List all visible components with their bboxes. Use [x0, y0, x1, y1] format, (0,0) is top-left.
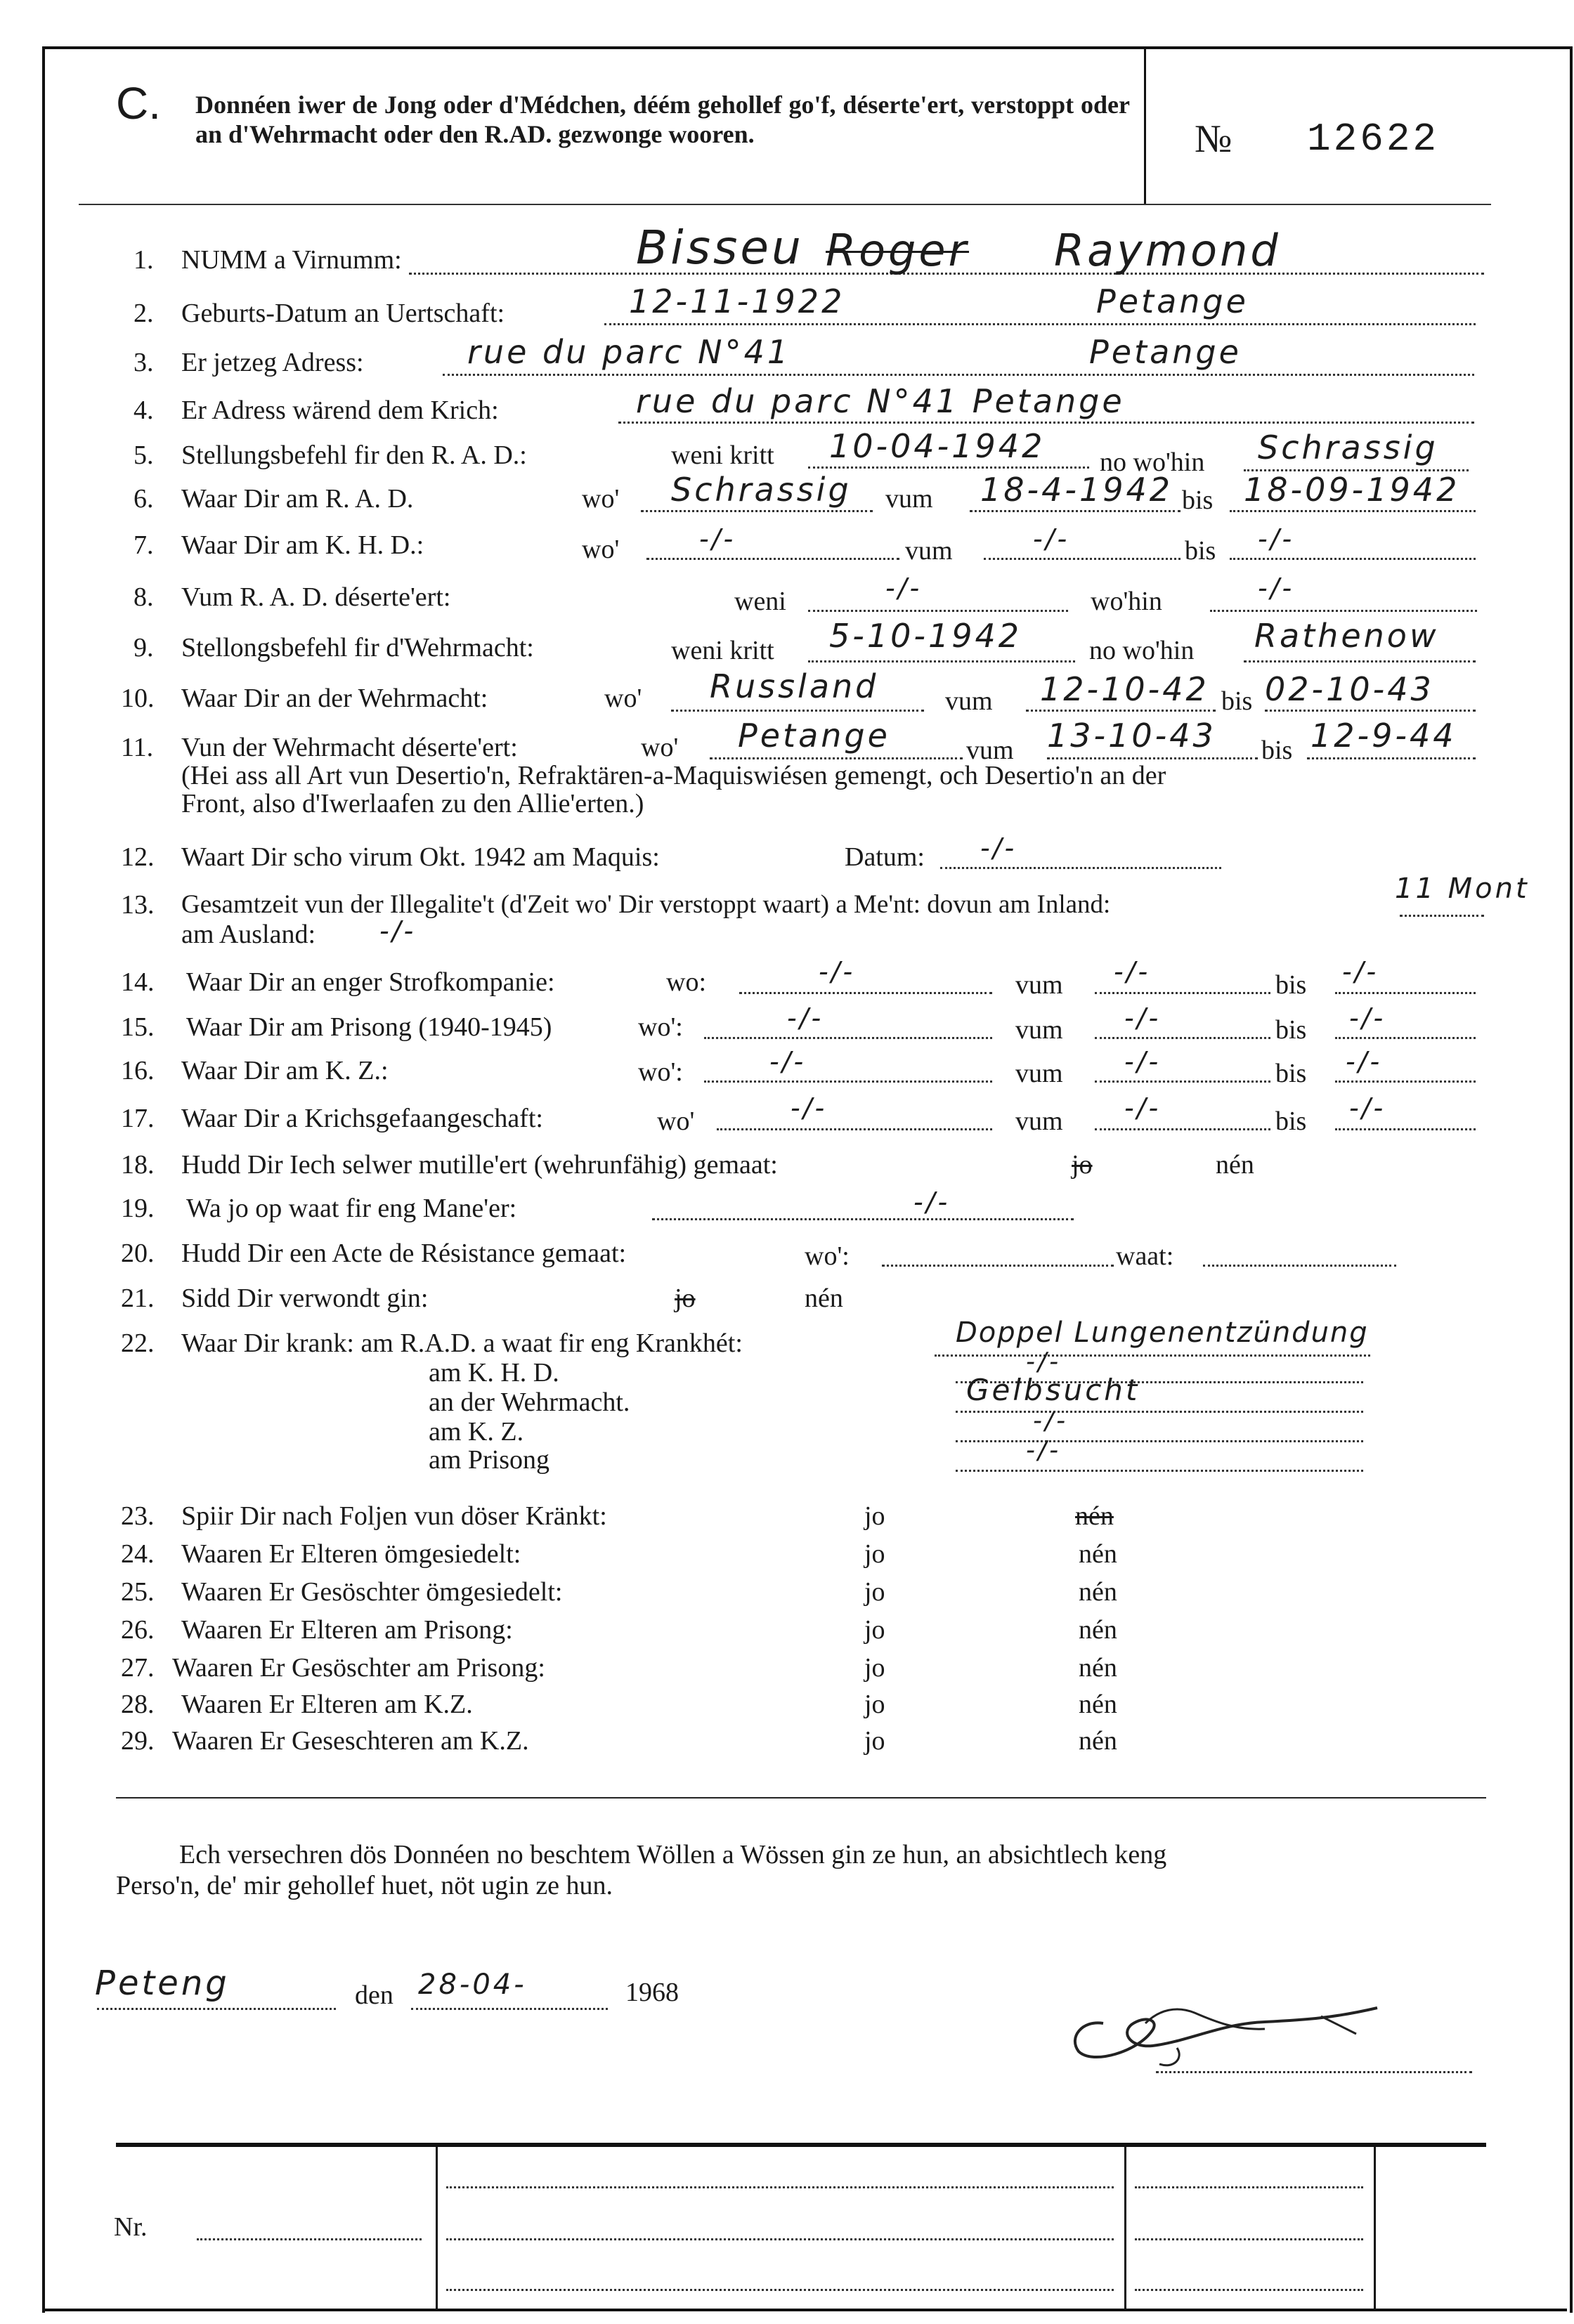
- fill-line: [671, 710, 924, 712]
- option-nen-struck: nén: [1075, 1501, 1114, 1531]
- label-wo: wo:: [666, 967, 706, 997]
- handwritten-wehrmacht-from: 12-10-42: [1040, 670, 1209, 708]
- option-jo: jo: [864, 1577, 885, 1607]
- fill-line: [1095, 1037, 1270, 1039]
- field-label-rad-desert: Vum R. A. D. déserte'ert:: [181, 582, 451, 612]
- label-wo: wo': [657, 1106, 695, 1136]
- fill-line: [641, 510, 873, 512]
- field-label-wounded: Sidd Dir verwondt gin:: [181, 1284, 429, 1313]
- handwritten-signing-place: Peteng: [95, 1964, 230, 2003]
- handwritten-blank-mark: -/-: [1258, 523, 1295, 554]
- fill-line: [704, 1081, 992, 1083]
- fill-line: [97, 2008, 336, 2010]
- fill-line: [197, 2238, 422, 2240]
- handwritten-blank-mark: -/-: [1342, 956, 1379, 987]
- row-number: 6.: [134, 484, 154, 514]
- header-rule: [79, 204, 1491, 205]
- label-bis: bis: [1275, 1106, 1307, 1136]
- field-label-parents-resettled: Waaren Er Elteren ömgesiedelt:: [181, 1539, 521, 1569]
- fill-line: [652, 1218, 1074, 1220]
- label-wo: wo':: [638, 1012, 683, 1042]
- label-wo: wo':: [805, 1241, 850, 1271]
- handwritten-rad-to: 18-09-1942: [1244, 471, 1460, 509]
- section-divider: [116, 1797, 1486, 1799]
- field-label-name: NUMM a Virnumm:: [181, 245, 402, 275]
- fill-line: [618, 422, 1474, 424]
- row-number: 26.: [121, 1615, 155, 1645]
- field-label-war-address: Er Adress wärend dem Krich:: [181, 396, 499, 425]
- fill-line: [446, 2238, 1114, 2240]
- label-bis: bis: [1261, 736, 1293, 765]
- fill-line: [808, 610, 1068, 612]
- field-label-penal-company: Waar Dir an enger Strofkompanie:: [186, 967, 555, 997]
- label-wo: wo': [582, 535, 620, 564]
- field-label-wehrmacht: Waar Dir an der Wehrmacht:: [181, 684, 488, 713]
- handwritten-blank-mark: -/-: [980, 833, 1017, 863]
- fill-line: [1210, 610, 1477, 612]
- fill-line: [1265, 710, 1476, 712]
- fill-line: [1230, 510, 1476, 512]
- option-nen: nén: [1216, 1150, 1254, 1180]
- row-number: 13.: [121, 890, 155, 920]
- field-label-prison: Waar Dir am Prisong (1940-1945): [186, 1012, 552, 1042]
- row-number: 14.: [121, 967, 155, 997]
- fill-line: [1095, 1128, 1270, 1130]
- label-vum: vum: [1015, 1106, 1063, 1136]
- row-number: 1.: [134, 245, 154, 275]
- field-label-parents-kz: Waaren Er Elteren am K.Z.: [181, 1690, 473, 1719]
- label-bis: bis: [1182, 485, 1214, 515]
- label-vum: vum: [1015, 970, 1063, 1000]
- handwritten-blank-mark: -/-: [1033, 1406, 1069, 1435]
- label-weni-kritt: weni kritt: [671, 440, 774, 470]
- field-label-resistance: Hudd Dir een Acte de Résistance gemaat:: [181, 1239, 627, 1268]
- field-label-maquis: Waart Dir scho virum Okt. 1942 am Maquis:: [181, 842, 660, 872]
- label-wo: wo': [582, 484, 620, 514]
- declaration-line1: Ech versechren dös Donnéen no beschtem Wöllen a Wössen gin ze hun, an absichtlech keng: [179, 1840, 1167, 1869]
- option-nen: nén: [1079, 1615, 1117, 1645]
- label-am-prisong: am Prisong: [429, 1445, 550, 1475]
- field-label-rad: Waar Dir am R. A. D.: [181, 484, 414, 514]
- handwritten-blank-mark: -/-: [1124, 1003, 1162, 1033]
- label-vum: vum: [885, 484, 933, 514]
- row-number: 2.: [134, 299, 154, 328]
- fill-line: [1026, 710, 1216, 712]
- option-jo-struck: jo: [675, 1284, 696, 1313]
- fill-line: [1203, 1265, 1396, 1267]
- handwritten-last-name: Bisseu: [636, 221, 804, 275]
- note-desertion-line2: Front, also d'Iwerlaafen zu den Allie'erten.): [181, 789, 644, 818]
- label-vum: vum: [905, 536, 953, 566]
- row-number: 24.: [121, 1539, 155, 1569]
- handwritten-struck-name: Roger: [826, 225, 970, 276]
- number-symbol: №: [1195, 117, 1232, 161]
- row-number: 5.: [134, 440, 154, 470]
- option-nen: nén: [805, 1284, 843, 1313]
- form-number: 12622: [1307, 117, 1440, 162]
- label-no-wohin: no wo'hin: [1089, 636, 1195, 665]
- row-number: 10.: [121, 684, 155, 713]
- handwritten-desert-to: 12-9-44: [1310, 717, 1457, 755]
- fill-line: [1335, 1081, 1476, 1083]
- label-no-wohin: no wo'hin: [1100, 448, 1205, 477]
- label-bis: bis: [1275, 1015, 1307, 1045]
- handwritten-address: rue du parc N°41: [467, 333, 791, 371]
- row-number: 4.: [134, 396, 154, 425]
- field-label-pow: Waar Dir a Krichsgefaangeschaft:: [181, 1104, 543, 1133]
- fill-line: [411, 2008, 608, 2010]
- handwritten-war-address: rue du parc N°41 Petange: [636, 382, 1125, 420]
- fill-line: [1135, 2238, 1363, 2240]
- fill-line: [646, 558, 899, 560]
- handwritten-address-town: Petange: [1089, 333, 1242, 371]
- fill-line: [882, 1265, 1114, 1267]
- handwritten-rad-from: 18-4-1942: [980, 471, 1173, 509]
- row-number: 18.: [121, 1150, 155, 1180]
- form-border-bottom: [42, 2309, 1567, 2311]
- handwritten-blank-mark: -/-: [819, 956, 856, 987]
- field-label-sick: Waar Dir krank: am R.A.D. a waat fir eng Krankhét:: [181, 1329, 743, 1358]
- option-nen: nén: [1079, 1653, 1117, 1683]
- fill-line: [1095, 1081, 1270, 1083]
- label-weni: weni: [734, 587, 786, 616]
- handwritten-blank-mark: -/-: [791, 1092, 828, 1123]
- label-ausland: am Ausland:: [181, 920, 316, 949]
- fill-line: [1135, 2186, 1363, 2188]
- field-label-rad-order: Stellungsbefehl fir den R. A. D.:: [181, 440, 527, 470]
- row-number: 3.: [134, 348, 154, 377]
- handwritten-rad-order-place: Schrassig: [1258, 429, 1438, 466]
- row-number: 7.: [134, 530, 154, 560]
- label-wo: wo': [604, 684, 642, 713]
- label-an-der-wehrmacht: an der Wehrmacht.: [429, 1388, 630, 1417]
- label-datum: Datum:: [845, 842, 925, 872]
- handwritten-blank-mark: -/-: [1346, 1046, 1383, 1077]
- fill-line: [604, 323, 1476, 325]
- label-wo: wo': [641, 733, 679, 762]
- handwritten-birth-date: 12-11-1922: [629, 282, 845, 320]
- row-number: 9.: [134, 633, 154, 662]
- fill-line: [1335, 992, 1476, 994]
- option-jo: jo: [864, 1539, 885, 1569]
- row-number: 22.: [121, 1329, 155, 1358]
- fill-line: [984, 558, 1180, 560]
- label-bis: bis: [1221, 686, 1253, 716]
- option-nen: nén: [1079, 1539, 1117, 1569]
- fill-line: [970, 510, 1180, 512]
- fill-line: [808, 466, 1089, 469]
- row-number: 12.: [121, 842, 155, 872]
- row-number: 29.: [121, 1726, 155, 1756]
- label-vum: vum: [1015, 1015, 1063, 1045]
- handwritten-desert-from: 13-10-43: [1047, 717, 1216, 755]
- label-wohin: wo'hin: [1091, 587, 1162, 616]
- label-wo: wo':: [638, 1057, 683, 1087]
- fill-line: [935, 1354, 1370, 1357]
- field-label-siblings-prison: Waaren Er Gesöschter am Prisong:: [172, 1653, 545, 1683]
- section-letter: C.: [116, 78, 161, 129]
- row-number: 15.: [121, 1012, 155, 1042]
- option-jo-struck: jo: [1072, 1150, 1093, 1180]
- declaration-line2: Perso'n, de' mir gehollef huet, nöt ugin ze hun.: [116, 1871, 613, 1900]
- fill-line: [717, 1128, 992, 1130]
- row-number: 28.: [121, 1690, 155, 1719]
- row-number: 21.: [121, 1284, 155, 1313]
- handwritten-wehrmacht-place: Russland: [710, 667, 879, 705]
- label-den: den: [355, 1980, 393, 2010]
- handwritten-blank-mark: -/-: [1124, 1092, 1162, 1123]
- handwritten-blank-mark: -/-: [699, 523, 736, 554]
- label-waat: waat:: [1116, 1241, 1174, 1271]
- handwritten-wehrmacht-order-date: 5-10-1942: [829, 617, 1022, 655]
- field-label-how: Wa jo op waat fir eng Mane'er:: [186, 1194, 517, 1223]
- fill-line: [1400, 915, 1484, 917]
- row-number: 25.: [121, 1577, 155, 1607]
- fill-line: [956, 1411, 1363, 1413]
- fill-line: [710, 757, 963, 759]
- handwritten-blank-mark: -/-: [787, 1003, 824, 1033]
- fill-line: [1244, 660, 1476, 662]
- option-nen: nén: [1079, 1577, 1117, 1607]
- footer-column-divider: [1374, 2147, 1376, 2309]
- label-vum: vum: [966, 736, 1014, 765]
- field-label-address: Er jetzeg Adress:: [181, 348, 364, 377]
- label-bis: bis: [1275, 970, 1307, 1000]
- field-label-self-mutilation: Hudd Dir Iech selwer mutille'ert (wehrunfähig) gemaat:: [181, 1150, 778, 1180]
- fill-line: [739, 992, 992, 994]
- fill-line: [446, 2289, 1114, 2291]
- fill-line: [443, 374, 1474, 376]
- signing-year: 1968: [625, 1978, 679, 2007]
- option-nen: nén: [1079, 1690, 1117, 1719]
- handwritten-blank-mark: -/-: [379, 915, 417, 946]
- label-am-khd: am K. H. D.: [429, 1358, 559, 1388]
- field-label-consequences: Spiir Dir nach Foljen vun döser Kränkt:: [181, 1501, 607, 1531]
- header-divider: [1144, 49, 1146, 204]
- footer-rule: [116, 2143, 1486, 2147]
- handwritten-blank-mark: -/-: [1033, 523, 1070, 554]
- fill-line: [1307, 757, 1476, 759]
- fill-line: [956, 1470, 1363, 1472]
- row-number: 23.: [121, 1501, 155, 1531]
- handwritten-rad-order-date: 10-04-1942: [829, 427, 1046, 465]
- handwritten-blank-mark: -/-: [1349, 1092, 1386, 1123]
- fill-line: [1135, 2289, 1363, 2291]
- row-number: 8.: [134, 582, 154, 612]
- option-jo: jo: [864, 1690, 885, 1719]
- label-am-kz: am K. Z.: [429, 1417, 524, 1447]
- handwritten-rad-place: Schrassig: [671, 471, 852, 509]
- row-number: 19.: [121, 1194, 155, 1223]
- field-label-wehrmacht-desert: Vun der Wehrmacht déserte'ert:: [181, 733, 518, 762]
- row-number: 16.: [121, 1056, 155, 1085]
- label-bis: bis: [1275, 1059, 1307, 1088]
- fill-line: [704, 1037, 992, 1039]
- footer-column-divider: [436, 2147, 438, 2309]
- option-jo: jo: [864, 1653, 885, 1683]
- fill-line: [446, 2186, 1114, 2188]
- fill-line: [956, 1440, 1363, 1442]
- handwritten-blank-mark: -/-: [1026, 1436, 1062, 1465]
- handwritten-blank-mark: -/-: [1124, 1046, 1162, 1077]
- handwritten-signing-date: 28-04-: [418, 1969, 527, 2001]
- footer-column-divider: [1124, 2147, 1126, 2309]
- field-label-birth: Geburts-Datum an Uertschaft:: [181, 299, 505, 328]
- field-label-illegality: Gesamtzeit vun der Illegalite't (d'Zeit wo' Dir verstoppt waart) a Me'nt: dovun am Inland:: [181, 890, 1111, 919]
- row-number: 11.: [121, 733, 154, 762]
- handwritten-first-name: Raymond: [1054, 225, 1281, 276]
- field-label-parents-prison: Waaren Er Elteren am Prisong:: [181, 1615, 513, 1645]
- handwritten-illness-rad: Doppel Lungenentzündung: [956, 1317, 1369, 1349]
- fill-line: [1230, 558, 1476, 560]
- field-label-siblings-kz: Waaren Er Geseschteren am K.Z.: [172, 1726, 529, 1756]
- handwritten-wehrmacht-to: 02-10-43: [1265, 670, 1434, 708]
- handwritten-birth-place: Petange: [1096, 282, 1249, 320]
- fill-line: [1335, 1128, 1476, 1130]
- fill-line: [808, 660, 1075, 662]
- handwritten-desert-place: Petange: [738, 717, 890, 755]
- handwritten-blank-mark: -/-: [769, 1046, 807, 1077]
- handwritten-illness-wehrmacht: Gelbsucht: [966, 1373, 1140, 1407]
- row-number: 20.: [121, 1239, 155, 1268]
- label-vum: vum: [945, 686, 993, 716]
- option-jo: jo: [864, 1726, 885, 1756]
- label-bis: bis: [1185, 536, 1216, 566]
- handwritten-blank-mark: -/-: [885, 573, 923, 603]
- fill-line: [940, 867, 1221, 869]
- fill-line: [1047, 757, 1258, 759]
- note-desertion-line1: (Hei ass all Art vun Desertio'n, Refraktären-a-Maquiswiésen gemengt, och Desertio'n an der: [181, 761, 1166, 790]
- handwritten-blank-mark: -/-: [1026, 1347, 1062, 1376]
- handwritten-blank-mark: -/-: [913, 1187, 951, 1218]
- section-heading: Donnéen iwer de Jong oder d'Médchen, déém gehollef go'f, déserte'ert, verstoppt oder an d'Wehrmacht oder den R.AD. gezwonge wooren.: [195, 91, 1130, 148]
- option-nen: nén: [1079, 1726, 1117, 1756]
- handwritten-inland-months: 11 Mont: [1395, 873, 1530, 905]
- handwritten-blank-mark: -/-: [1114, 956, 1151, 987]
- label-vum: vum: [1015, 1059, 1063, 1088]
- label-weni-kritt: weni kritt: [671, 636, 774, 665]
- row-number: 17.: [121, 1104, 155, 1133]
- handwritten-blank-mark: -/-: [1258, 573, 1295, 603]
- handwritten-wehrmacht-order-place: Rathenow: [1254, 617, 1439, 655]
- fill-line: [1335, 1037, 1476, 1039]
- fill-line: [1095, 992, 1270, 994]
- field-label-siblings-resettled: Waaren Er Gesöschter ömgesiedelt:: [181, 1577, 563, 1607]
- field-label-wehrmacht-order: Stellongsbefehl fir d'Wehrmacht:: [181, 633, 534, 662]
- signature-line: [1156, 2071, 1472, 2073]
- field-label-kz: Waar Dir am K. Z.:: [181, 1056, 389, 1085]
- row-number: 27.: [121, 1653, 155, 1683]
- option-jo: jo: [864, 1501, 885, 1531]
- footer-nr-label: Nr.: [114, 2212, 148, 2242]
- option-jo: jo: [864, 1615, 885, 1645]
- field-label-khd: Waar Dir am K. H. D.:: [181, 530, 424, 560]
- handwritten-blank-mark: -/-: [1349, 1003, 1386, 1033]
